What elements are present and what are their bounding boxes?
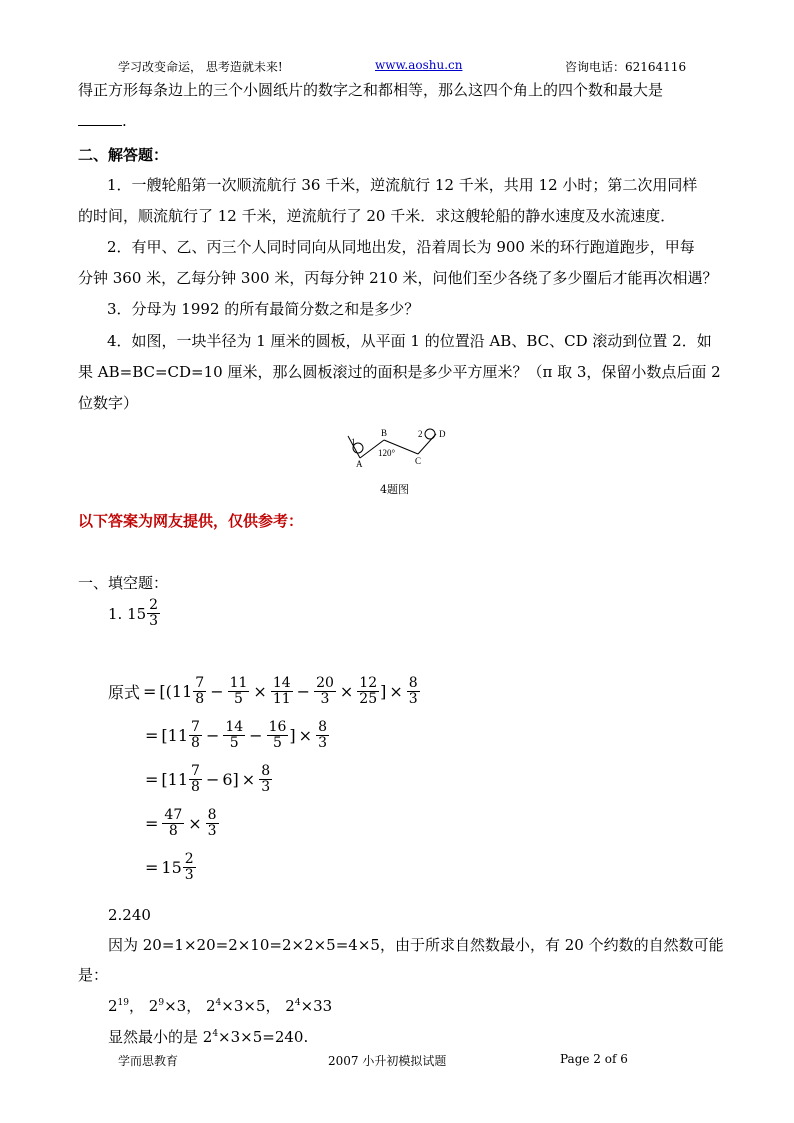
calc-line-1: 原式 = [(11 $\frac{7}{8}$ − $\frac{11}{5}$ × $\frac{14}{11}$ − $\frac{20}{3}$ × $\frac{12}{25}$ ] × $\frac{8}{3}$ [108, 675, 418, 707]
label-b: B [381, 428, 388, 438]
section1-title: 一、填空题： [78, 574, 169, 592]
label-1: 1 [351, 437, 356, 447]
footer-org: 学而思教育 [118, 1054, 179, 1068]
answer-2-line4: 显然最小的是 $2^4\times 3\times 5=240$. [108, 1028, 309, 1046]
disc-position-2 [425, 429, 435, 439]
label-angle: 120° [378, 448, 396, 458]
calc-line-3: = [11 $\frac{7}{8}$ − 6 ] × $\frac{8}{3}$ [145, 763, 271, 795]
q4-line1: 4．如图，一块半径为 1 厘米的圆板，从平面 1 的位置沿 AB、BC、CD 滚动到位置 2．如 [107, 332, 712, 350]
q2-line2: 分钟 360 米，乙每分钟 300 米，丙每分钟 210 米，问他们至少各绕了多少圈后才能再次相遇？ [78, 269, 718, 287]
footer-page-number: Page 2 of 6 [560, 1052, 628, 1066]
answers-notice: 以下答案为网友提供，仅供参考： [78, 512, 304, 530]
label-2: 2 [418, 429, 423, 439]
q3: 3．分母为 1992 的所有最简分数之和是多少？ [107, 300, 420, 318]
rolling-disc-figure [340, 422, 460, 472]
answer-2-line3: $2^{19}$， $2^9\times 3$， $2^4\times 3\times 5$， $2^4\times 33$ [108, 997, 333, 1015]
q2-line1: 2．有甲、乙、丙三个人同时同向从同地出发，沿着周长为 900 米的环行跑道跑步，甲每 [107, 238, 695, 256]
calc-line-5: = 15 $\frac{2}{3}$ [145, 851, 194, 883]
label-a: A [356, 459, 363, 469]
calc-line-4: = $\frac{47}{8}$ × $\frac{8}{3}$ [145, 807, 217, 839]
header-slogan: 学习改变命运， 思考造就未来! [118, 60, 283, 74]
q4-line3: 位数字） [78, 394, 139, 412]
answer-2-line1: 因为 20=1×20=2×10=2×2×5=4×5，由于所求自然数最小，有 20 个约数的自然数可能 [108, 936, 724, 954]
answer-2-line2: 是： [78, 966, 109, 984]
header-website-link[interactable]: www.aoshu.cn [375, 58, 463, 72]
label-d: D [439, 429, 446, 439]
footer-title: 2007 小升初模拟试题 [328, 1054, 447, 1068]
calc-line-2: = [11 $\frac{7}{8}$ − $\frac{14}{5}$ − $\frac{16}{5}$ ] × $\frac{8}{3}$ [145, 719, 327, 751]
q1-line2: 的时间，顺流航行了 12 千米，逆流航行了 20 千米．求这艘轮船的静水速度及水流速度． [78, 207, 676, 225]
q1-line1: 1．一艘轮船第一次顺流航行 36 千米，逆流航行 12 千米，共用 12 小时；第二次用同样 [107, 176, 698, 194]
answer-blank [78, 111, 122, 126]
intro-line1: 得正方形每条边上的三个小圆纸片的数字之和都相等，那么这四个角上的四个数和最大是 [78, 81, 664, 99]
intro-line2: . [78, 111, 127, 131]
answer-1: 1. 15 $\frac{2}{3}$ [108, 597, 159, 629]
figure-caption: 4题图 [380, 483, 409, 496]
answer-2-label: 2.240 [108, 906, 151, 924]
label-c: C [415, 456, 422, 466]
section2-title: 二、解答题： [78, 146, 169, 164]
q4-line2: 果 AB=BC=CD=10 厘米，那么圆板滚过的面积是多少平方厘米？（π 取 3，保留小数点后面 2 [78, 363, 721, 381]
header-phone: 咨询电话：62164116 [565, 60, 687, 74]
